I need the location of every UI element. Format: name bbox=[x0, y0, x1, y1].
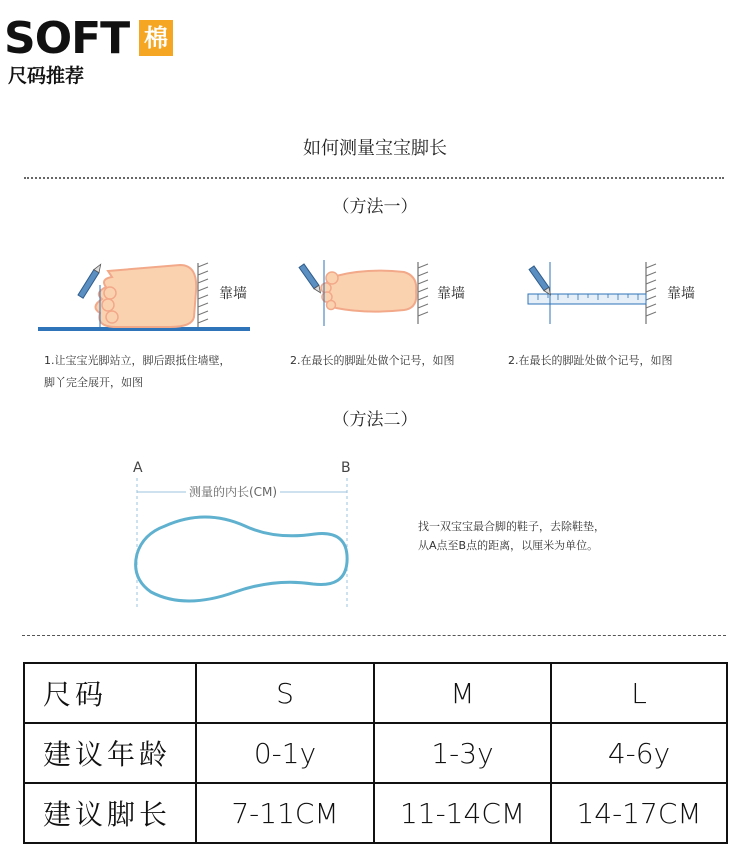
dotted-divider bbox=[24, 177, 724, 179]
brand-wordmark: SOFT bbox=[4, 13, 130, 64]
wall-label-1: 靠墙 bbox=[219, 286, 247, 302]
wall-hatch bbox=[418, 262, 428, 324]
size-table bbox=[23, 662, 728, 844]
wall-hatch bbox=[198, 263, 208, 327]
table-header-row bbox=[24, 663, 727, 723]
header-cell-size: 尺码 bbox=[24, 663, 196, 723]
age-s-cell: 0-1y bbox=[196, 723, 374, 783]
step1-caption-line1: 1.让宝宝光脚站立，脚后跟抵住墙壁， bbox=[44, 354, 231, 367]
brand-subtitle: 尺码推荐 bbox=[8, 65, 85, 87]
row-label-foot-length: 建议脚长 bbox=[24, 783, 196, 843]
foot-length-m-cell: 11-14CM bbox=[374, 783, 551, 843]
foot-top-illustration bbox=[296, 258, 436, 328]
step2-caption-line1: 2.在最长的脚趾处做个记号，如图 bbox=[290, 354, 455, 367]
instruction-line2: 从A点至B点的距离，以厘米为单位。 bbox=[418, 539, 599, 552]
table-row-age bbox=[24, 723, 727, 783]
measure-label: 测量的内长(CM) bbox=[186, 483, 280, 500]
pencil-icon bbox=[299, 264, 323, 294]
foot-length-l-cell: 14-17CM bbox=[551, 783, 727, 843]
header-cell-l: L bbox=[551, 663, 727, 723]
dashed-divider bbox=[22, 635, 726, 636]
step1-caption bbox=[44, 350, 284, 394]
insole-outline bbox=[136, 517, 347, 601]
step3-caption-line1: 2.在最长的脚趾处做个记号，如图 bbox=[508, 354, 673, 367]
wall-label-2: 靠墙 bbox=[437, 286, 465, 302]
method1-heading: （方法一） bbox=[332, 197, 418, 217]
point-b-label: B bbox=[341, 460, 351, 476]
pencil-icon bbox=[529, 266, 553, 296]
foot-length-s-cell: 7-11CM bbox=[196, 783, 374, 843]
header-cell-m: M bbox=[374, 663, 551, 723]
step3-caption bbox=[508, 350, 718, 372]
step1-caption-line2: 脚丫完全展开，如图 bbox=[44, 376, 143, 389]
wall-hatch bbox=[646, 262, 656, 324]
step2-caption bbox=[290, 350, 490, 372]
point-a-label: A bbox=[133, 460, 143, 476]
ruler-illustration bbox=[526, 258, 666, 328]
age-l-cell: 4-6y bbox=[551, 723, 727, 783]
instruction-line1: 找一双宝宝最合脚的鞋子，去除鞋垫， bbox=[418, 520, 605, 533]
page-title: 如何测量宝宝脚长 bbox=[303, 138, 447, 159]
row-label-age: 建议年龄 bbox=[24, 723, 196, 783]
table-row-foot-length bbox=[24, 783, 727, 843]
age-m-cell: 1-3y bbox=[374, 723, 551, 783]
brand-badge: 棉 bbox=[139, 20, 173, 56]
method2-heading: （方法二） bbox=[332, 410, 418, 430]
method2-instruction bbox=[418, 517, 718, 555]
wall-label-3: 靠墙 bbox=[667, 286, 695, 302]
header-cell-s: S bbox=[196, 663, 374, 723]
